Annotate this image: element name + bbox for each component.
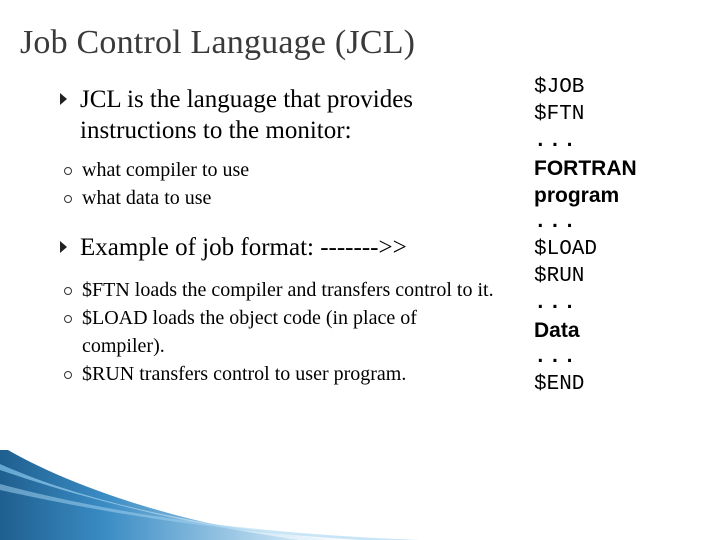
circle-bullet-icon xyxy=(64,195,72,203)
bullet-list xyxy=(60,84,500,388)
triangle-bullet-icon xyxy=(60,93,67,105)
circle-bullet-icon xyxy=(64,167,72,175)
job-line: ... xyxy=(534,211,578,234)
sub-item-text: $LOAD loads the object code (in place of compiler). xyxy=(82,307,417,357)
bullet-item xyxy=(60,84,500,146)
sub-item-text: what compiler to use xyxy=(82,159,250,181)
bullet-text: Example of job format: ------->> xyxy=(80,234,407,261)
triangle-bullet-icon xyxy=(60,241,67,253)
job-line: $RUN xyxy=(534,265,585,288)
sub-list xyxy=(60,156,500,212)
sub-item xyxy=(60,156,500,184)
sub-item xyxy=(60,276,500,304)
job-line: $LOAD xyxy=(534,238,598,261)
circle-bullet-icon xyxy=(64,371,72,379)
bullet-item xyxy=(60,232,500,263)
sub-item xyxy=(60,360,500,388)
slide-title: Job Control Language (JCL) xyxy=(20,24,416,61)
sub-list xyxy=(60,276,500,388)
sub-item xyxy=(60,304,500,360)
sub-item-text: $RUN transfers control to user program. xyxy=(82,363,407,385)
job-line: $FTN xyxy=(534,103,585,126)
job-line: ... xyxy=(534,292,578,315)
job-format-example xyxy=(534,74,704,398)
job-line: FORTRAN xyxy=(534,157,637,180)
job-line: $END xyxy=(534,373,585,396)
sub-item-text: what data to use xyxy=(82,187,212,209)
job-line: Data xyxy=(534,319,580,342)
job-line: ... xyxy=(534,130,578,153)
job-line: program xyxy=(534,184,620,207)
sub-item-text: $FTN loads the compiler and transfers control to it. xyxy=(82,279,494,301)
job-line: ... xyxy=(534,346,578,369)
bullet-text: JCL is the language that provides instructions to the monitor: xyxy=(80,86,414,144)
job-line: $JOB xyxy=(534,76,585,99)
sub-item xyxy=(60,184,500,212)
circle-bullet-icon xyxy=(64,315,72,323)
circle-bullet-icon xyxy=(64,287,72,295)
decorative-swoosh xyxy=(0,450,720,540)
